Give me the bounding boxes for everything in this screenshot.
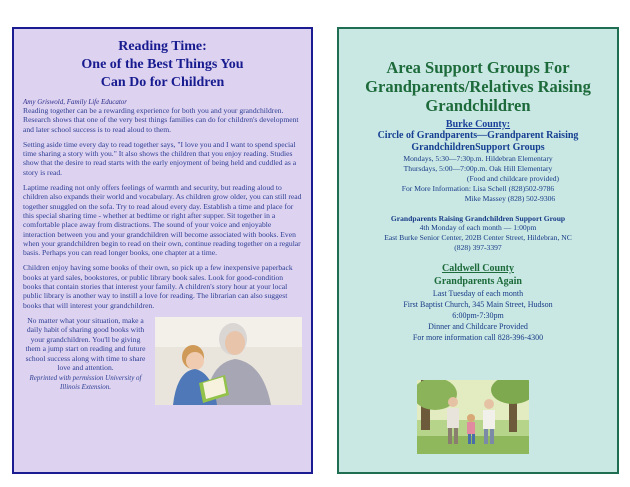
caldwell-group-name: Grandparents Again: [434, 276, 522, 287]
title-line: Reading Time:: [118, 39, 207, 54]
meeting-line: Last Tuesday of each month: [432, 289, 524, 298]
article-paragraph: Laptime reading not only offers feelings of warmth and security, but reading aloud to children also expands their world and vocabulary. As children grow older, you can still read together snuggled on the sofa. Try to read aloud every day. Establish a time and place for this special sharing time - whether at bedtime or right after supper. Sit together in a comfortable place away from distractions. The sound of your voice and enjoyable interaction between you and your grandchildren will become associated with books. Even when your grandchildren begin to read on their own, continue reading together on a regular basis. Perhaps you can read longer books, one chapter at a time.: [23, 183, 302, 258]
title-line: Grandchildren: [425, 96, 531, 115]
grandparents-walking-photo: [417, 380, 529, 454]
title-line: Area Support Groups For: [386, 58, 570, 77]
meeting-line: Thursdays, 5:00—7:00p.m. Oak Hill Elementary: [403, 164, 553, 173]
closing-paragraph: No matter what your situation, make a daily habit of sharing good books with your grandchildren. You'll be giving them a jump start on reading and future school success along with time to share love and attention.: [25, 315, 146, 372]
article-paragraph: Setting aside time every day to read together says, "I love you and I want to spend special time sharing a story with you." It also shows the children that you enjoy reading. Studies show that the desire to read starts with the early enjoyment of being held and cuddled as a story is read.: [23, 139, 297, 177]
dinner-childcare-line: Dinner and Childcare Provided: [428, 322, 528, 331]
contact-line: For More Information: Lisa Schell (828)502-9786: [401, 184, 555, 193]
author-byline: Amy Griswold, Family Life Educator: [23, 98, 128, 106]
group-line: GrandchildrenSupport Groups: [411, 142, 545, 153]
closing-section: [23, 316, 302, 408]
caldwell-county-heading: Caldwell County: [442, 263, 514, 274]
meeting-line: 4th Monday of each month — 1:00pm: [419, 223, 537, 232]
phone-line: (828) 397-3397: [454, 243, 502, 252]
time-line: 6:00pm-7:30pm: [452, 311, 504, 320]
title-line: Grandparents/Relatives Raising: [365, 77, 591, 96]
info-line: For more information call 828-396-4300: [412, 333, 544, 342]
address-line: East Burke Senior Center, 202B Center Street, Hildebran, NC: [384, 233, 572, 242]
support-groups-panel: [337, 27, 619, 474]
meeting-line: Mondays, 5:30—7:30p.m. Hildebran Elementary: [403, 154, 553, 163]
reading-time-panel: [12, 27, 313, 474]
burke-group-name: [345, 130, 611, 154]
address-line: First Baptist Church, 345 Main Street, Hudson: [403, 300, 553, 309]
title-line: One of the Best Things You: [81, 57, 244, 72]
closing-text-box: [23, 316, 148, 391]
article-paragraph: Reading together can be a rewarding experience for both you and your grandchildren. Research shows that one of the very best things families can do for children's development and later school success is to read aloud to them.: [23, 106, 299, 134]
title-line: Can Do for Children: [100, 75, 225, 90]
burke-county-heading: Burke County:: [445, 119, 511, 130]
reading-time-title: [23, 38, 302, 92]
support-groups-title: [345, 58, 611, 115]
contact-line: Mike Massey (828) 502-9306: [464, 194, 556, 203]
article-paragraph: Children enjoy having some books of their own, so pick up a few inexpensive paperback books at yard sales, bookstores, or public library book sales. Look for good-condition books that contain stories that interest your family. A children's story hour at your local public library is another way to instill a love for reading. The librarian can also suggest books that will interest your grandchildren.: [23, 263, 293, 310]
second-group-name: Grandparents Raising Grandchildren Support Group: [390, 214, 566, 223]
food-childcare-note: (Food and childcare provided): [466, 174, 560, 183]
group-line: Circle of Grandparents—Grandparent Raising: [377, 130, 579, 141]
reprint-credit: Reprinted with permission University of Illinois Extension.: [29, 374, 142, 391]
grandmother-reading-photo: [155, 317, 302, 405]
